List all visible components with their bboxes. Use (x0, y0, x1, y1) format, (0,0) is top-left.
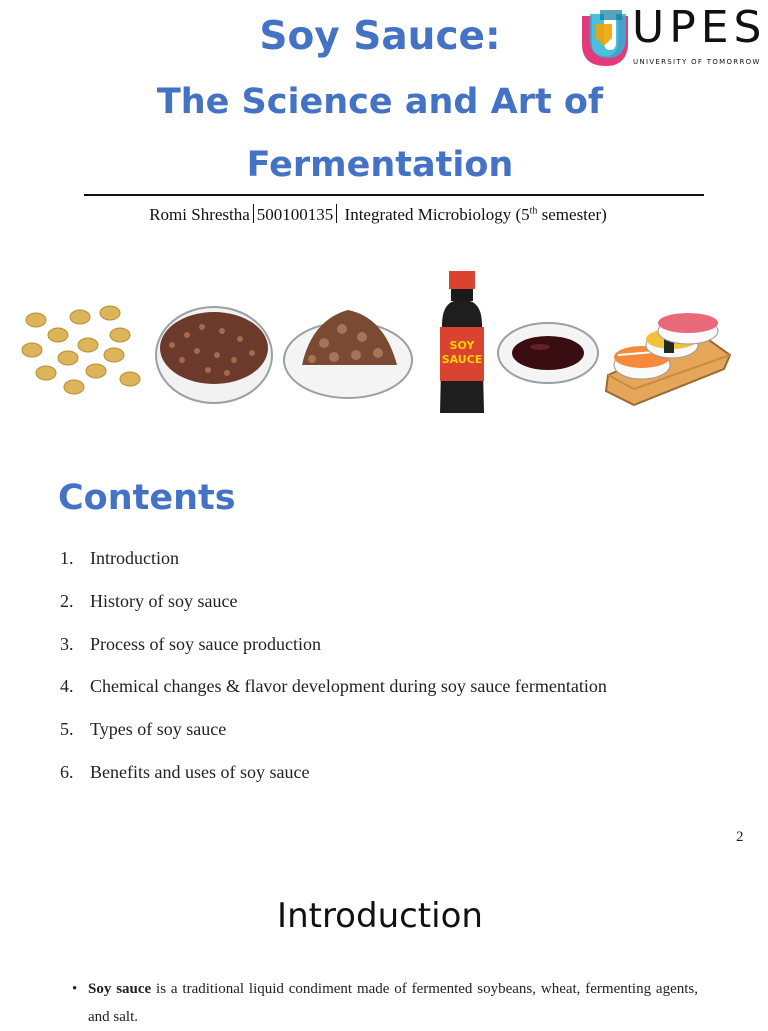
bottle-label-line2: SAUCE (441, 353, 483, 366)
toc-item (60, 583, 607, 626)
contents-heading: Contents (58, 478, 236, 518)
toc-item-number: 3. (60, 633, 74, 654)
toc-item (60, 668, 607, 711)
toc-item-label: History of soy sauce (90, 590, 238, 611)
toc-item-number: 1. (60, 548, 74, 568)
toc-item-label: Process of soy sauce production (90, 633, 321, 654)
soy-sauce-bottle-icon (440, 271, 484, 413)
logo-tagline: UNIVERSITY OF TOMORROW (633, 58, 761, 66)
title-line-1: Soy Sauce: (259, 14, 501, 59)
author-name: Romi Shrestha (149, 205, 250, 224)
bean-bowl-icon (156, 307, 272, 403)
toc-item-number: 2. (60, 590, 74, 611)
toc-item-label: Types of soy sauce (90, 719, 227, 740)
toc-item-label: Introduction (90, 548, 179, 568)
author-byline (0, 204, 756, 225)
bullet-marker: • (72, 981, 78, 997)
food-illustration-strip (12, 265, 742, 425)
toc-item-number: 5. (60, 719, 74, 740)
toc-item (60, 711, 607, 754)
course-prefix: Integrated Microbiology (5 (344, 205, 530, 224)
title-line-3: Fermentation (246, 145, 514, 185)
introduction-heading: Introduction (277, 896, 483, 936)
sauce-dish-icon (498, 323, 598, 383)
toc-item (60, 754, 607, 797)
page-number: 2 (736, 829, 744, 845)
toc-item-label: Benefits and uses of soy sauce (90, 761, 310, 782)
student-id: 500100135 (256, 205, 334, 224)
byline-separator (253, 204, 254, 223)
bottle-label-line1: SOY (449, 339, 475, 352)
course-superscript: th (529, 205, 538, 217)
soybeans-icon (22, 306, 140, 394)
title-divider (84, 194, 704, 196)
toc-item-number: 6. (60, 761, 74, 782)
toc-item-number: 4. (60, 676, 74, 697)
introduction-paragraph (72, 975, 698, 1031)
title-line-2: The Science and Art of (156, 82, 604, 122)
intro-bold-term: Soy sauce (88, 981, 152, 997)
toc-item (60, 626, 607, 669)
intro-text: is a traditional liquid condiment made of fermented soybeans, wheat, fermenting agents, and salt. (88, 981, 699, 1025)
course-suffix: semester) (537, 205, 607, 224)
fermented-soybean-plate-icon (284, 310, 412, 398)
logo-wordmark: UPES (632, 2, 767, 53)
toc-item (60, 540, 607, 583)
sushi-board-icon (606, 313, 730, 405)
table-of-contents (60, 540, 607, 797)
byline-separator (336, 204, 337, 223)
toc-item-label: Chemical changes & flavor development during soy sauce fermentation (90, 676, 607, 697)
